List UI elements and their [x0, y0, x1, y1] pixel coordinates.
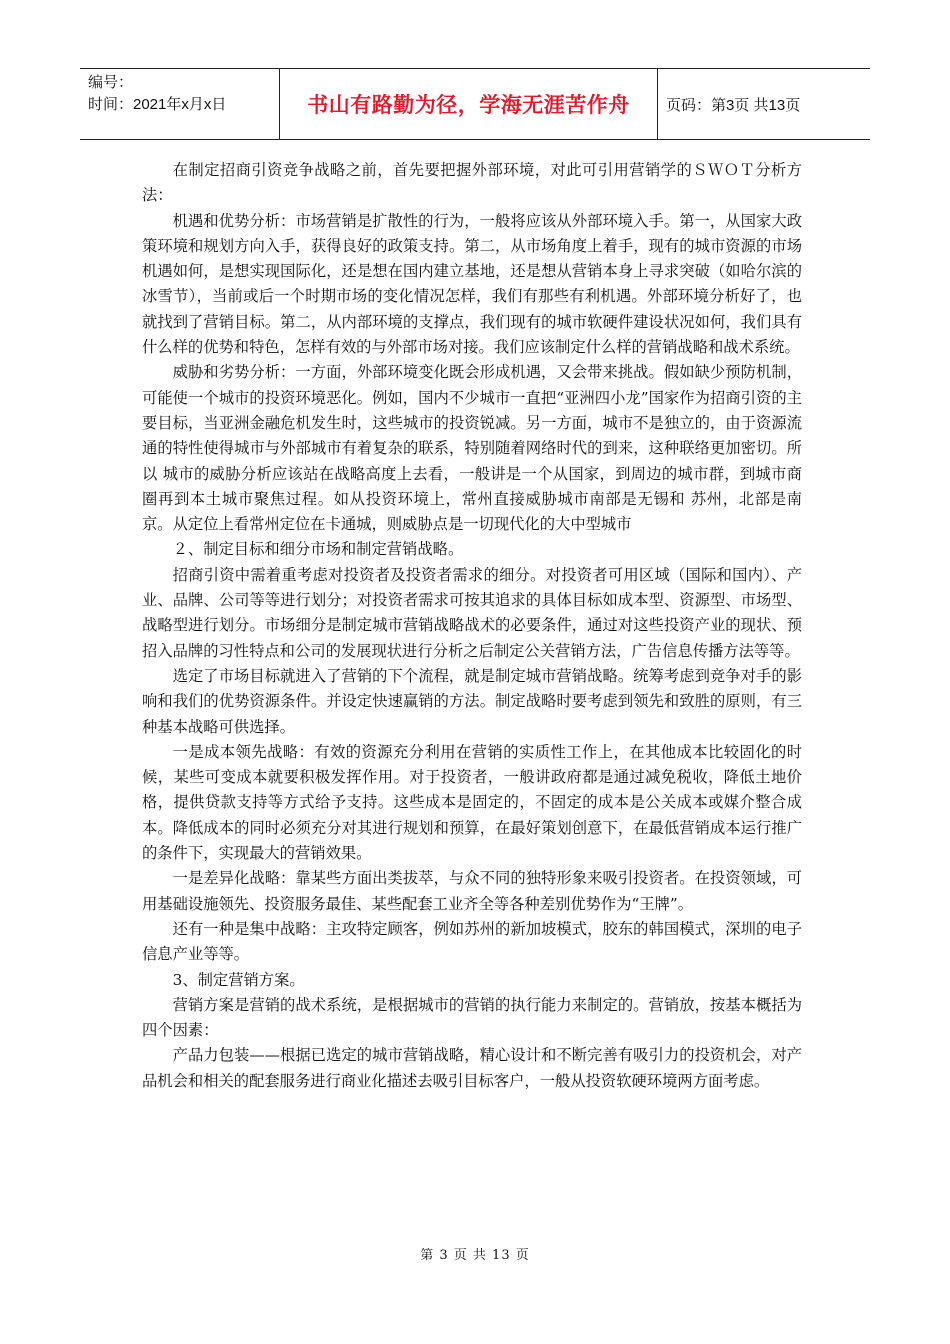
- section-heading: ２、制定目标和细分市场和制定营销战略。: [172, 540, 464, 559]
- footer-page-number: 第 3 页 共 13 页: [420, 1248, 530, 1263]
- paragraph: 在制定招商引资竞争战略之前，首先要把握外部环境，对此可引用营销学的ＳＷＯＴ分析方法：: [142, 161, 802, 205]
- header-motto-cell: [280, 69, 658, 139]
- section-heading: 3、制定营销方案。: [172, 970, 305, 989]
- header-motto: 书山有路勤为径，学海无涯苦作舟: [307, 93, 630, 117]
- header-table: [80, 68, 870, 140]
- page-footer: [0, 1244, 950, 1263]
- header-page-label: 页码：第3页 共13页: [666, 96, 801, 114]
- paragraph: 营销方案是营销的战术系统，是根据城市的营销的执行能力来制定的。营销放，按基本概括为四个因素：: [142, 995, 802, 1040]
- paragraph: 机遇和优势分析：市场营销是扩散性的行为，一般将应该从外部环境入手。第一，从国家大政策环境和规划方向入手，获得良好的政策支持。第二，从市场角度上着手，现有的城市资源的市场机遇如何，是想实现国际化，还是想在国内建立基地，还是想从营销本身上寻求突破（如哈尔滨的冰雪节），当前或后一个时期市场的变化情况怎样，我们有那些有利机遇。外部环境分析好了，也就找到了营销目标。第二，从内部环境的支撑点，我们现有的城市软硬件建设状况如何，我们具有什么样的优势和特色，怎样有效的与外部市场对接。我们应该制定什么样的营销战略和战术系统。: [142, 211, 802, 357]
- paragraph: 还有一种是集中战略：主攻特定顾客，例如苏州的新加坡模式，胶东的韩国模式，深圳的电子信息产业等等。: [142, 919, 802, 964]
- header-page-cell: [658, 69, 870, 139]
- paragraph: 威胁和劣势分析：一方面，外部环境变化既会形成机遇，又会带来挑战。假如缺少预防机制，可能使一个城市的投资环境恶化。例如，国内不少城市一直把“亚洲四小龙”国家作为招商引资的主要目标，当亚洲金融危机发生时，这些城市的投资锐减。另一方面，城市不是独立的，由于资源流通的特性使得城市与外部城市有着复杂的联系，特别随着网络时代的到来，这种联络更加密切。所以 城市的威胁分析应该站在战略高度上去看，一般讲是一个从国家，到周边的城市群，到城市商圈再到本土城市聚焦过程。如从投资环境上，常州直接威胁城市南部是无锡和 苏州，北部是南京。从定位上看常州定位在卡通城，则威胁点是一切现代化的大中型城市: [142, 363, 802, 534]
- paragraph: 一是差异化战略：靠某些方面出类拔萃，与众不同的独特形象来吸引投资者。在投资领域，可用基础设施领先、投资服务最佳、某些配套工业齐全等各种差别优势作为“王牌”。: [142, 869, 802, 913]
- document-body: [142, 158, 802, 1094]
- paragraph: 一是成本领先战略：有效的资源充分利用在营销的实质性工作上，在其他成本比较固化的时候，某些可变成本就要积极发挥作用。对于投资者，一般讲政府都是通过减免税收，降低土地价格，提供贷款支持等方式给予支持。这些成本是固定的，不固定的成本是公关成本或媒介整合成本。降低成本的同时必须充分对其进行规划和预算，在最好策划创意下，在最低营销成本运行推广的条件下，实现最大的营销效果。: [142, 742, 802, 863]
- paragraph: 产品力包装——根据已选定的城市营销战略，精心设计和不断完善有吸引力的投资机会，对产品机会和相关的配套服务进行商业化描述去吸引目标客户，一般从投资软硬环境两方面考虑。: [142, 1046, 802, 1090]
- header-meta-cell: [80, 69, 280, 139]
- document-time-label: 时间：2021年x月x日: [88, 96, 227, 113]
- document-number-label: 编号：: [88, 74, 134, 91]
- paragraph: 招商引资中需着重考虑对投资者及投资者需求的细分。对投资者可用区域（国际和国内）、产业、品牌、公司等等进行划分；对投资者需求可按其追求的具体目标如成本型、资源型、市场型、战略型进行划分。市场细分是制定城市营销战略战术的必要条件，通过对这些投资产业的现状、预招入品牌的习性特点和公司的发展现状进行分析之后制定公关营销方法，广告信息传播方法等等。: [142, 565, 802, 660]
- paragraph: 选定了市场目标就进入了营销的下个流程，就是制定城市营销战略。统筹考虑到竞争对手的影响和我们的优势资源条件。并设定快速赢销的方法。制定战略时要考虑到领先和致胜的原则，有三种基本战略可供选择。: [142, 666, 802, 736]
